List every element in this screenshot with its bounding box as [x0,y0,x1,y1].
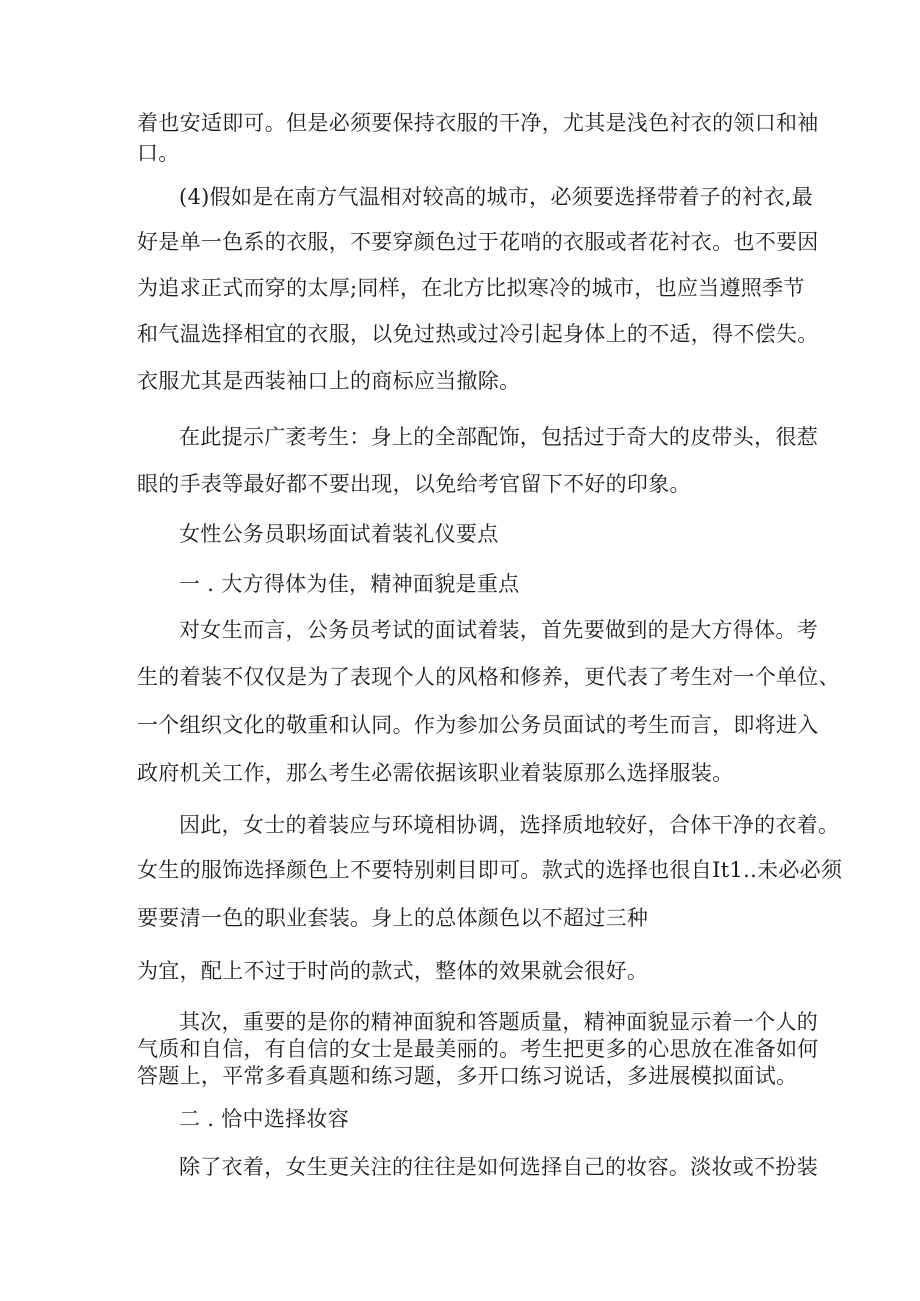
text-line: 女生的服饰选择颜色上不要特别刺目即可。款式的选择也很自It1..未必必须 [137,858,843,882]
text-line: 好是单一色系的衣服，不要穿颜色过于花哨的衣服或者花衬衣。也不要因 [137,230,819,254]
text-line: 着也安适即可。但是必须要保持衣服的干净，尤其是浅色衬衣的领口和袖 [137,111,819,135]
text-line: 因此，女士的着装应与环境相协调，选择质地较好，合体干净的衣着。 [179,813,840,837]
text-line: 气质和自信，有自信的女士是最美丽的。考生把更多的心思放在准备如何 [137,1037,819,1061]
text-line: 对女生而言，公务员考试的面试着装，首先要做到的是大方得体。考 [179,618,818,642]
subsection-heading: 二 . 恰中选择妆容 [179,1107,350,1131]
text-line: 衣服尤其是西装袖口上的商标应当撤除。 [137,369,521,393]
text-line: 一个组织文化的敬重和认同。作为参加公务员面试的考生而言，即将进入 [137,713,819,737]
text-line: 其次，重要的是你的精神面貌和答题质量，精神面貌显示着一个人的 [179,1010,818,1034]
text-line: 为追求正式而穿的太厚;同样，在北方比拟寒冷的城市，也应当遵照季节 [137,276,805,300]
text-line: 和气温选择相宜的衣服，以免过热或过冷引起身体上的不适，得不偿失。 [137,322,819,346]
text-line: 答题上，平常多看真题和练习题，多开口练习说话，多进展模拟面试。 [137,1064,798,1088]
text-line: 除了衣着，女生更关注的往往是如何选择自己的妆容。淡妆或不扮装 [179,1155,818,1179]
text-line: 生的着装不仅仅是为了表现个人的风格和修养，更代表了考生对一个单位、 [137,665,840,689]
text-line: 眼的手表等最好都不要出现，以免给考官留下不好的印象。 [137,472,691,496]
text-line: 要要清一色的职业套装。身上的总体颜色以不超过三种 [137,906,649,930]
text-line: 为宜，配上不过于时尚的款式，整体的效果就会很好。 [137,959,649,983]
subsection-heading: 一 . 大方得体为佳，精神面貌是重点 [179,572,520,596]
text-line: (4)假如是在南方气温相对较高的城市，必须要选择带着子的衬衣,最 [179,185,814,209]
section-heading: 女性公务员职场面试着装礼仪要点 [179,522,499,546]
text-line: 政府机关工作，那么考生必需依据该职业着装原那么选择服装。 [137,761,734,785]
text-line: 在此提示广袤考生：身上的全部配饰，包括过于奇大的皮带头，很惹 [179,425,818,449]
text-line: 口。 [137,141,180,165]
